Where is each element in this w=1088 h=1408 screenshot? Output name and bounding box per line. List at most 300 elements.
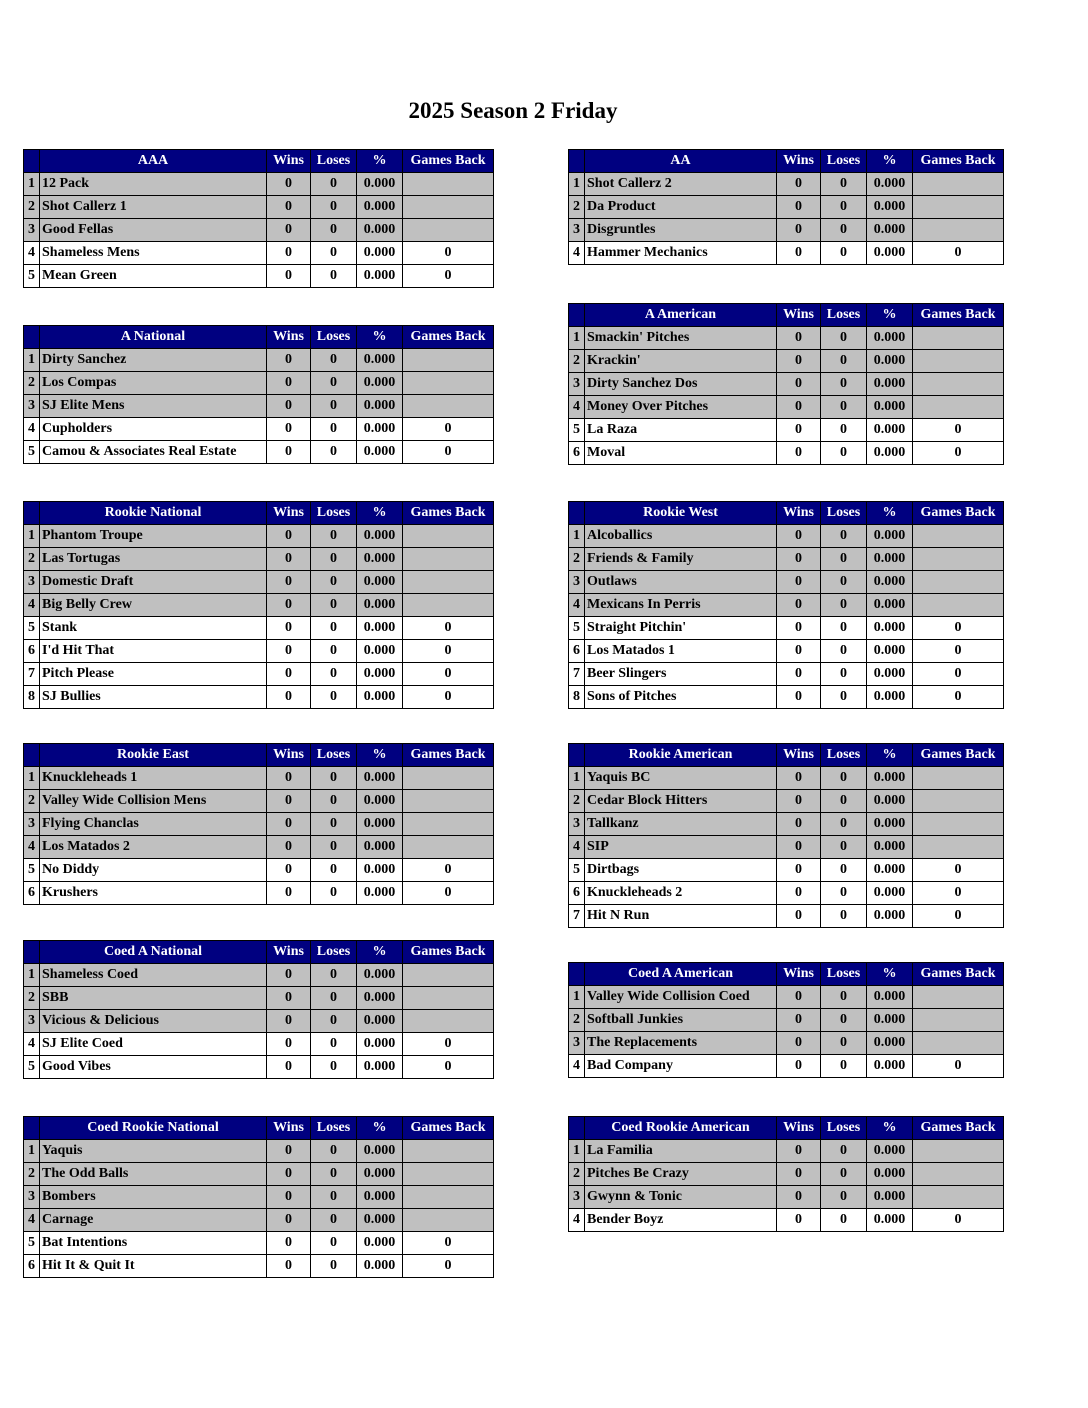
team-name-cell: SJ Elite Mens [40, 395, 267, 418]
games-back-cell [913, 1163, 1004, 1186]
games-back-header: Games Back [403, 502, 494, 525]
wins-cell: 0 [267, 242, 311, 265]
seed-cell: 6 [24, 640, 40, 663]
pct-cell: 0.000 [357, 663, 403, 686]
wins-cell: 0 [777, 1163, 821, 1186]
loses-cell: 0 [311, 1163, 357, 1186]
table-header-row [24, 941, 494, 964]
games-back-cell: 0 [913, 1055, 1004, 1078]
seed-cell: 4 [24, 594, 40, 617]
wins-cell: 0 [777, 1186, 821, 1209]
table-row [569, 905, 1004, 928]
team-name-cell: Pitches Be Crazy [585, 1163, 777, 1186]
seed-cell: 2 [569, 1163, 585, 1186]
wins-cell: 0 [777, 594, 821, 617]
table-row [569, 686, 1004, 709]
team-name-cell: Krackin' [585, 350, 777, 373]
pct-cell: 0.000 [867, 686, 913, 709]
loses-cell: 0 [311, 265, 357, 288]
games-back-cell [403, 594, 494, 617]
seed-cell: 2 [569, 790, 585, 813]
wins-cell: 0 [267, 1209, 311, 1232]
wins-cell: 0 [267, 265, 311, 288]
loses-header: Loses [311, 326, 357, 349]
seed-header [569, 304, 585, 327]
wins-cell: 0 [267, 441, 311, 464]
games-back-cell: 0 [913, 882, 1004, 905]
games-back-header: Games Back [913, 963, 1004, 986]
team-name-cell: Softball Junkies [585, 1009, 777, 1032]
seed-cell: 1 [569, 327, 585, 350]
loses-cell: 0 [821, 196, 867, 219]
team-name-cell: Gwynn & Tonic [585, 1186, 777, 1209]
seed-cell: 4 [569, 242, 585, 265]
pct-cell: 0.000 [357, 265, 403, 288]
pct-cell: 0.000 [867, 640, 913, 663]
table-row [24, 1010, 494, 1033]
games-back-cell: 0 [913, 640, 1004, 663]
loses-cell: 0 [821, 1140, 867, 1163]
pct-cell: 0.000 [867, 373, 913, 396]
team-name-cell: Vicious & Delicious [40, 1010, 267, 1033]
games-back-cell [403, 395, 494, 418]
seed-cell: 1 [569, 525, 585, 548]
seed-cell: 2 [569, 196, 585, 219]
table-header-row [24, 150, 494, 173]
games-back-cell [403, 196, 494, 219]
seed-cell: 2 [24, 372, 40, 395]
table-row [569, 594, 1004, 617]
games-back-cell: 0 [403, 882, 494, 905]
loses-cell: 0 [311, 813, 357, 836]
pct-cell: 0.000 [357, 196, 403, 219]
games-back-cell [913, 1032, 1004, 1055]
pct-cell: 0.000 [357, 548, 403, 571]
loses-header: Loses [311, 150, 357, 173]
loses-cell: 0 [311, 663, 357, 686]
table-row [24, 571, 494, 594]
games-back-cell: 0 [403, 242, 494, 265]
wins-cell: 0 [777, 242, 821, 265]
standings-table-rookie-american [568, 743, 1004, 928]
pct-cell: 0.000 [867, 790, 913, 813]
table-header-row [569, 502, 1004, 525]
division-name: Rookie National [40, 502, 267, 525]
seed-cell: 8 [24, 686, 40, 709]
seed-cell: 4 [24, 836, 40, 859]
team-name-cell: Los Matados 1 [585, 640, 777, 663]
wins-header: Wins [777, 502, 821, 525]
loses-cell: 0 [821, 836, 867, 859]
seed-cell: 5 [569, 859, 585, 882]
wins-cell: 0 [777, 219, 821, 242]
team-name-cell: Da Product [585, 196, 777, 219]
table-row [24, 594, 494, 617]
games-back-cell: 0 [403, 1033, 494, 1056]
table-row [569, 548, 1004, 571]
table-row [24, 859, 494, 882]
pct-cell: 0.000 [867, 1055, 913, 1078]
loses-cell: 0 [311, 1255, 357, 1278]
pct-header: % [357, 150, 403, 173]
pct-cell: 0.000 [867, 1140, 913, 1163]
table-header-row [569, 150, 1004, 173]
table-header-row [24, 502, 494, 525]
team-name-cell: La Raza [585, 419, 777, 442]
wins-cell: 0 [267, 548, 311, 571]
pct-cell: 0.000 [357, 1033, 403, 1056]
wins-cell: 0 [267, 663, 311, 686]
table-header-row [24, 744, 494, 767]
loses-header: Loses [311, 502, 357, 525]
loses-cell: 0 [311, 882, 357, 905]
pct-cell: 0.000 [867, 859, 913, 882]
table-row [569, 242, 1004, 265]
team-name-cell: Yaquis [40, 1140, 267, 1163]
seed-header [569, 150, 585, 173]
team-name-cell: I'd Hit That [40, 640, 267, 663]
table-header-row [569, 744, 1004, 767]
games-back-cell: 0 [403, 441, 494, 464]
wins-cell: 0 [777, 1055, 821, 1078]
table-row [569, 836, 1004, 859]
wins-header: Wins [777, 150, 821, 173]
table-row [24, 372, 494, 395]
games-back-header: Games Back [913, 304, 1004, 327]
games-back-cell: 0 [403, 1255, 494, 1278]
wins-header: Wins [777, 744, 821, 767]
seed-cell: 4 [569, 1055, 585, 1078]
seed-cell: 3 [24, 219, 40, 242]
pct-cell: 0.000 [357, 1232, 403, 1255]
wins-cell: 0 [777, 1209, 821, 1232]
games-back-cell: 0 [403, 686, 494, 709]
table-header-row [24, 1117, 494, 1140]
loses-cell: 0 [821, 373, 867, 396]
loses-cell: 0 [821, 1163, 867, 1186]
loses-cell: 0 [821, 525, 867, 548]
wins-cell: 0 [777, 442, 821, 465]
wins-header: Wins [267, 150, 311, 173]
table-row [24, 964, 494, 987]
standings-table-coed-rookie-national [23, 1116, 494, 1278]
wins-cell: 0 [777, 767, 821, 790]
games-back-cell [913, 173, 1004, 196]
wins-cell: 0 [267, 1056, 311, 1079]
games-back-cell [403, 813, 494, 836]
pct-cell: 0.000 [867, 419, 913, 442]
team-name-cell: Hit N Run [585, 905, 777, 928]
team-name-cell: Dirtbags [585, 859, 777, 882]
team-name-cell: SJ Elite Coed [40, 1033, 267, 1056]
games-back-cell [913, 525, 1004, 548]
table-row [24, 525, 494, 548]
pct-header: % [357, 326, 403, 349]
loses-cell: 0 [821, 242, 867, 265]
seed-header [24, 150, 40, 173]
wins-cell: 0 [777, 373, 821, 396]
seed-cell: 1 [24, 1140, 40, 1163]
seed-cell: 3 [569, 813, 585, 836]
table-row [24, 418, 494, 441]
wins-cell: 0 [777, 525, 821, 548]
table-row [569, 1209, 1004, 1232]
wins-cell: 0 [777, 986, 821, 1009]
loses-cell: 0 [821, 640, 867, 663]
pct-cell: 0.000 [867, 1163, 913, 1186]
games-back-cell: 0 [913, 617, 1004, 640]
games-back-cell: 0 [913, 242, 1004, 265]
pct-header: % [867, 963, 913, 986]
pct-cell: 0.000 [867, 571, 913, 594]
seed-cell: 5 [24, 859, 40, 882]
wins-cell: 0 [267, 987, 311, 1010]
table-row [24, 219, 494, 242]
table-row [24, 663, 494, 686]
games-back-cell [403, 836, 494, 859]
team-name-cell: Pitch Please [40, 663, 267, 686]
standings-table-a-national [23, 325, 494, 464]
seed-header [569, 744, 585, 767]
loses-cell: 0 [821, 571, 867, 594]
division-name: Coed A National [40, 941, 267, 964]
loses-cell: 0 [821, 1186, 867, 1209]
pct-cell: 0.000 [867, 196, 913, 219]
wins-cell: 0 [267, 196, 311, 219]
team-name-cell: Domestic Draft [40, 571, 267, 594]
loses-cell: 0 [311, 571, 357, 594]
team-name-cell: Outlaws [585, 571, 777, 594]
games-back-cell [403, 525, 494, 548]
wins-cell: 0 [267, 372, 311, 395]
wins-cell: 0 [777, 686, 821, 709]
seed-cell: 4 [24, 242, 40, 265]
wins-cell: 0 [267, 859, 311, 882]
pct-cell: 0.000 [357, 1140, 403, 1163]
table-row [24, 441, 494, 464]
seed-cell: 1 [24, 767, 40, 790]
loses-cell: 0 [821, 617, 867, 640]
pct-cell: 0.000 [867, 219, 913, 242]
team-name-cell: Yaquis BC [585, 767, 777, 790]
games-back-cell [403, 1163, 494, 1186]
team-name-cell: Bombers [40, 1186, 267, 1209]
loses-cell: 0 [821, 548, 867, 571]
loses-cell: 0 [311, 964, 357, 987]
table-row [24, 1163, 494, 1186]
loses-cell: 0 [821, 594, 867, 617]
seed-header [24, 502, 40, 525]
games-back-header: Games Back [403, 150, 494, 173]
loses-cell: 0 [311, 1010, 357, 1033]
seed-cell: 5 [569, 419, 585, 442]
loses-cell: 0 [821, 419, 867, 442]
games-back-cell [403, 571, 494, 594]
games-back-header: Games Back [403, 1117, 494, 1140]
games-back-cell: 0 [913, 663, 1004, 686]
wins-cell: 0 [777, 813, 821, 836]
pct-cell: 0.000 [357, 571, 403, 594]
pct-cell: 0.000 [357, 859, 403, 882]
table-row [569, 196, 1004, 219]
loses-cell: 0 [821, 905, 867, 928]
wins-cell: 0 [777, 663, 821, 686]
pct-header: % [867, 304, 913, 327]
games-back-header: Games Back [913, 744, 1004, 767]
pct-cell: 0.000 [867, 396, 913, 419]
seed-cell: 4 [569, 1209, 585, 1232]
team-name-cell: Straight Pitchin' [585, 617, 777, 640]
wins-cell: 0 [267, 617, 311, 640]
seed-header [569, 963, 585, 986]
games-back-header: Games Back [403, 326, 494, 349]
team-name-cell: Alcoballics [585, 525, 777, 548]
pct-cell: 0.000 [357, 395, 403, 418]
loses-cell: 0 [821, 350, 867, 373]
table-row [569, 350, 1004, 373]
games-back-cell: 0 [403, 617, 494, 640]
division-name: A National [40, 326, 267, 349]
team-name-cell: Friends & Family [585, 548, 777, 571]
seed-cell: 5 [24, 265, 40, 288]
team-name-cell: Bad Company [585, 1055, 777, 1078]
pct-cell: 0.000 [357, 767, 403, 790]
pct-cell: 0.000 [357, 964, 403, 987]
loses-cell: 0 [311, 1209, 357, 1232]
games-back-cell: 0 [913, 1209, 1004, 1232]
team-name-cell: 12 Pack [40, 173, 267, 196]
games-back-cell: 0 [403, 418, 494, 441]
team-name-cell: Hit It & Quit It [40, 1255, 267, 1278]
loses-cell: 0 [821, 882, 867, 905]
team-name-cell: The Odd Balls [40, 1163, 267, 1186]
seed-header [24, 326, 40, 349]
seed-cell: 1 [569, 767, 585, 790]
seed-cell: 6 [569, 882, 585, 905]
loses-header: Loses [821, 304, 867, 327]
games-back-cell [913, 1140, 1004, 1163]
games-back-header: Games Back [913, 1117, 1004, 1140]
table-row [24, 1232, 494, 1255]
pct-cell: 0.000 [867, 663, 913, 686]
seed-cell: 1 [569, 173, 585, 196]
division-name: Rookie East [40, 744, 267, 767]
wins-cell: 0 [777, 882, 821, 905]
table-row [569, 882, 1004, 905]
pct-cell: 0.000 [357, 813, 403, 836]
games-back-cell [913, 350, 1004, 373]
loses-cell: 0 [821, 442, 867, 465]
table-row [569, 767, 1004, 790]
pct-cell: 0.000 [867, 442, 913, 465]
wins-cell: 0 [777, 350, 821, 373]
wins-cell: 0 [267, 836, 311, 859]
seed-cell: 6 [569, 640, 585, 663]
wins-cell: 0 [777, 196, 821, 219]
games-back-cell [403, 548, 494, 571]
games-back-cell: 0 [403, 1232, 494, 1255]
wins-cell: 0 [777, 640, 821, 663]
seed-cell: 4 [569, 836, 585, 859]
seed-cell: 1 [24, 173, 40, 196]
table-row [569, 617, 1004, 640]
pct-cell: 0.000 [357, 987, 403, 1010]
pct-cell: 0.000 [357, 836, 403, 859]
seed-cell: 2 [569, 548, 585, 571]
team-name-cell: Shot Callerz 1 [40, 196, 267, 219]
table-row [24, 790, 494, 813]
games-back-cell [403, 964, 494, 987]
table-row [24, 767, 494, 790]
pct-cell: 0.000 [867, 767, 913, 790]
games-back-header: Games Back [403, 941, 494, 964]
seed-cell: 1 [24, 525, 40, 548]
seed-cell: 3 [569, 373, 585, 396]
table-row [24, 882, 494, 905]
table-row [569, 419, 1004, 442]
table-row [24, 265, 494, 288]
team-name-cell: Good Fellas [40, 219, 267, 242]
pct-cell: 0.000 [867, 617, 913, 640]
games-back-cell [403, 767, 494, 790]
team-name-cell: Bender Boyz [585, 1209, 777, 1232]
games-back-cell [403, 1186, 494, 1209]
wins-cell: 0 [777, 836, 821, 859]
seed-header [24, 744, 40, 767]
wins-cell: 0 [777, 419, 821, 442]
wins-cell: 0 [267, 686, 311, 709]
table-row [569, 396, 1004, 419]
wins-cell: 0 [777, 396, 821, 419]
table-row [24, 1033, 494, 1056]
seed-cell: 3 [24, 395, 40, 418]
loses-cell: 0 [311, 219, 357, 242]
wins-cell: 0 [777, 617, 821, 640]
games-back-cell [913, 986, 1004, 1009]
seed-cell: 2 [24, 1163, 40, 1186]
team-name-cell: Shameless Coed [40, 964, 267, 987]
games-back-cell: 0 [403, 663, 494, 686]
team-name-cell: Dirty Sanchez [40, 349, 267, 372]
pct-header: % [357, 502, 403, 525]
loses-cell: 0 [311, 173, 357, 196]
table-row [569, 1186, 1004, 1209]
division-name: Coed A American [585, 963, 777, 986]
wins-header: Wins [267, 326, 311, 349]
page-title: 2025 Season 2 Friday [408, 98, 618, 123]
loses-cell: 0 [821, 859, 867, 882]
seed-header [569, 502, 585, 525]
seed-cell: 4 [569, 594, 585, 617]
seed-cell: 3 [24, 1010, 40, 1033]
games-back-cell [403, 790, 494, 813]
seed-cell: 4 [24, 1209, 40, 1232]
table-row [24, 395, 494, 418]
pct-cell: 0.000 [867, 1009, 913, 1032]
pct-cell: 0.000 [357, 1163, 403, 1186]
team-name-cell: Bat Intentions [40, 1232, 267, 1255]
seed-cell: 3 [24, 1186, 40, 1209]
games-back-header: Games Back [913, 502, 1004, 525]
pct-cell: 0.000 [867, 327, 913, 350]
loses-cell: 0 [311, 395, 357, 418]
team-name-cell: Dirty Sanchez Dos [585, 373, 777, 396]
seed-cell: 5 [24, 1232, 40, 1255]
games-back-cell: 0 [403, 1056, 494, 1079]
team-name-cell: Camou & Associates Real Estate [40, 441, 267, 464]
seed-header [569, 1117, 585, 1140]
games-back-cell: 0 [913, 419, 1004, 442]
